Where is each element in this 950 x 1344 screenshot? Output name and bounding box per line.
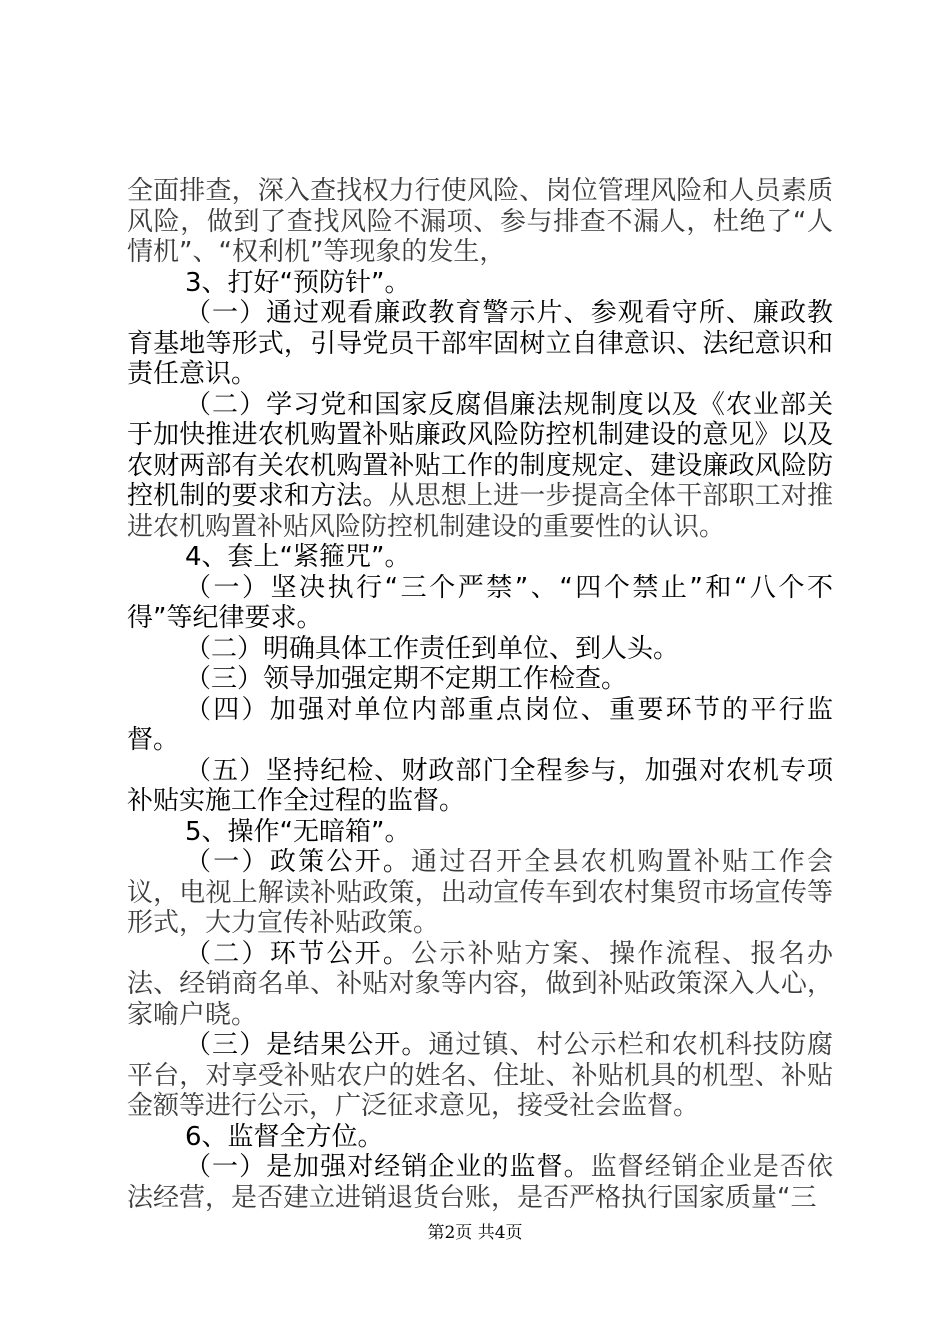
heading-text: 4、套上“紧箍咒”。 [185, 542, 411, 572]
paragraph-4-2 [127, 634, 833, 665]
paragraph-lead: （二）环节公开。 [185, 938, 412, 969]
paragraph-text: （二）学习党和国家反腐倡廉法规制度以及《农业部关于加快推进农机购置补贴廉政风险防控机制建设的意见》以及农财两部有关农机购置补贴工作的制度规定、建设廉政风险防控机制的要求和方法。 [127, 389, 833, 511]
section-heading-5 [127, 817, 833, 848]
paragraph-3-2 [127, 390, 833, 543]
paragraph-text: （五）坚持纪检、财政部门全程参与，加强对农机专项补贴实施工作全过程的监督。 [127, 755, 833, 816]
heading-text: 3、打好“预防针”。 [185, 267, 411, 298]
paragraph-text: （四）加强对单位内部重点岗位、重要环节的平行监督。 [127, 694, 833, 755]
heading-text: 5、操作“无暗箱”。 [185, 816, 411, 847]
paragraph-text: 全面排查，深入查找权力行使风险、岗位管理风险和人员素质风险，做到了查找风险不漏项、参与排查不漏人，杜绝了“人情机”、“权利机”等现象的发生， [127, 176, 833, 267]
paragraph-4-4 [127, 695, 833, 756]
paragraph-text-light: 公示补贴方案、操作流程、报名办法、经销商名单、补贴对象等内容，做到补贴政策深入人心，家喻户晓。 [127, 938, 833, 1030]
paragraph-4-5 [127, 756, 833, 817]
paragraph-lead: （三）是结果公开。 [185, 1030, 429, 1060]
section-heading-4 [127, 542, 833, 573]
paragraph-text: （一）坚决执行“三个严禁”、“四个禁止”和“八个不得”等纪律要求。 [127, 572, 833, 633]
paragraph-lead: （一）政策公开。 [185, 847, 412, 877]
paragraph-lead: （一）是加强对经销企业的监督。 [185, 1152, 591, 1182]
document-body [127, 176, 833, 1213]
paragraph-5-1 [127, 847, 833, 939]
paragraph-4-1 [127, 573, 833, 634]
section-heading-3 [127, 268, 833, 299]
paragraph-text-light: 通过召开全县农机购置补贴工作会议，电视上解读补贴政策，出动宣传车到农村集贸市场宣传等形式，大力宣传补贴政策。 [127, 847, 833, 938]
paragraph-text-light: 通过镇、村公示栏和农机科技防腐平台，对享受补贴农户的姓名、住址、补贴机具的机型、补贴金额等进行公示，广泛征求意见，接受社会监督。 [127, 1030, 833, 1121]
section-heading-6 [127, 1122, 833, 1153]
paragraph-text-light: 从思想上进一步提高全体干部职工对推进农机购置补贴风险防控机制建设的重要性的认识。 [127, 481, 833, 542]
paragraph-text: （二）明确具体工作责任到单位、到人头。 [185, 633, 680, 664]
paragraph-3-1 [127, 298, 833, 390]
heading-text: 6、监督全方位。 [185, 1121, 384, 1152]
paragraph-5-3 [127, 1030, 833, 1122]
paragraph-6-1 [127, 1152, 833, 1213]
paragraph-text: （一）通过观看廉政教育警示片、参观看守所、廉政教育基地等形式，引导党员干部牢固树立自律意识、法纪意识和责任意识。 [127, 298, 833, 389]
paragraph-4-3 [127, 664, 833, 695]
paragraph-text: （三）领导加强定期不定期工作检查。 [185, 664, 628, 694]
page-footer: 第2页 共4页 [427, 1223, 523, 1243]
paragraph-continuation [127, 176, 833, 268]
paragraph-text-light: 监督经销企业是否依法经营，是否建立进销退货台账，是否严格执行国家质量“三 [127, 1152, 833, 1213]
paragraph-5-2 [127, 939, 833, 1031]
